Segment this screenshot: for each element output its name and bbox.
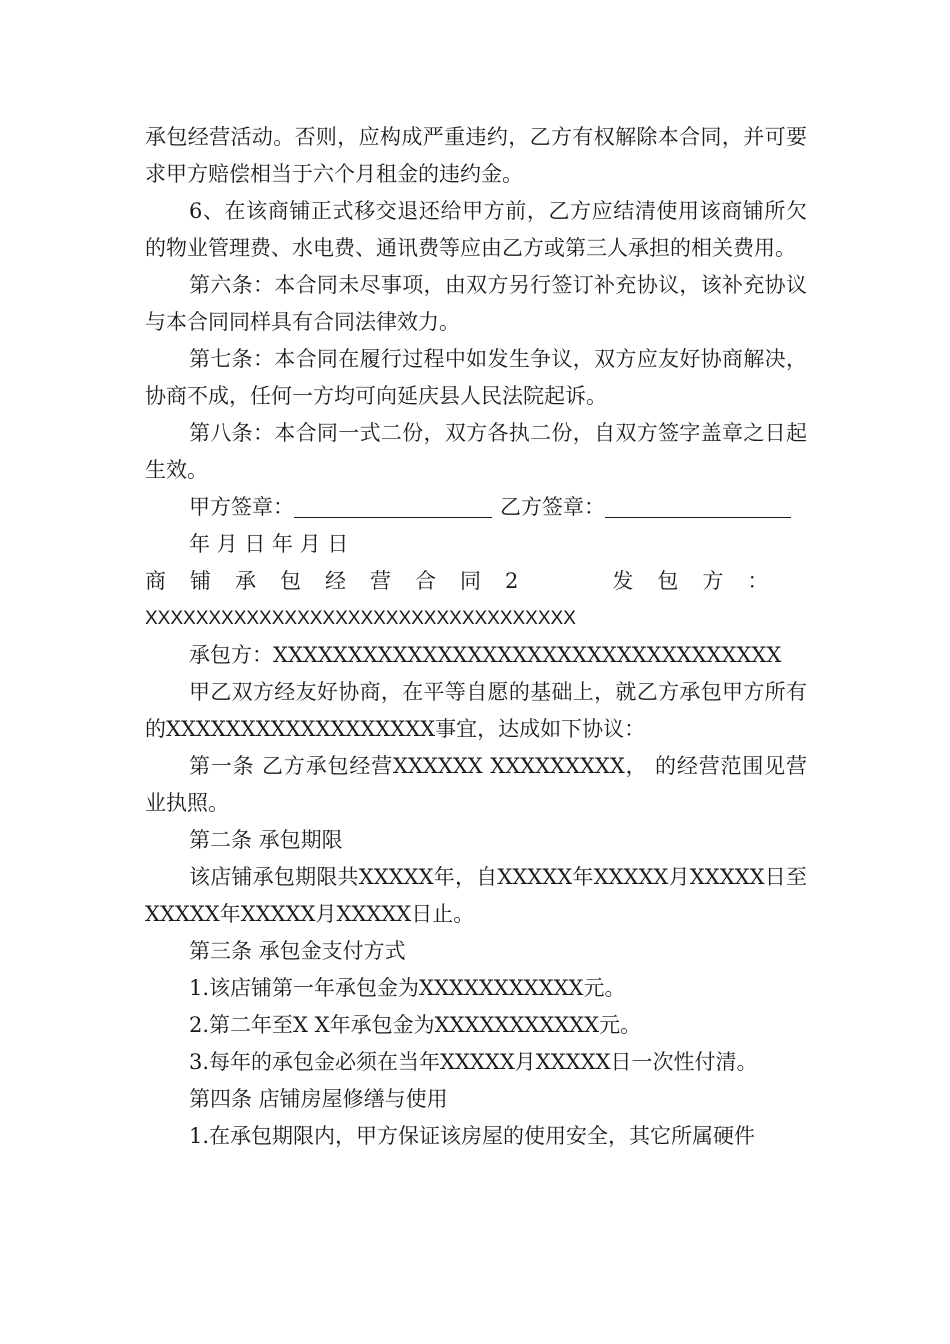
contractor-line: 承包方：XXXXXXXXXXXXXXXXXXXXXXXXXXXXXXXXXX: [189, 643, 782, 667]
paragraph-agreement-intro: 甲乙双方经友好协商，在平等自愿的基础上，就乙方承包甲方所有的XXXXXXXXXXXXXXXXXX事宜，达成如下协议：: [145, 680, 807, 741]
contract-title: 商铺承包经营合同2: [145, 569, 543, 593]
issuer-label: 发包方：: [612, 569, 793, 593]
heading-article-3: 第三条 承包金支付方式: [189, 939, 406, 963]
party-b-signature-blank: [605, 493, 791, 518]
heading-article-2: 第二条 承包期限: [189, 828, 343, 852]
paragraph-payment-1: 1.该店铺第一年承包金为XXXXXXXXXXX元。: [189, 976, 626, 1000]
paragraph-breach-clause: 承包经营活动。否则，应构成严重违约，乙方有权解除本合同，并可要求甲方赔偿相当于六个月租金的违约金。: [145, 125, 807, 186]
paragraph-clause-6-fees: 6、在该商铺正式移交退还给甲方前，乙方应结清使用该商铺所欠的物业管理费、水电费、通讯费等应由乙方或第三人承担的相关费用。: [145, 199, 807, 260]
paragraph-payment-3: 3.每年的承包金必须在当年XXXXX月XXXXX日一次性付清。: [189, 1050, 758, 1074]
party-a-signature-label: 甲方签章：: [189, 495, 294, 519]
paragraph-article-8: 第八条：本合同一式二份，双方各执二份，自双方签字盖章之日起生效。: [145, 421, 807, 482]
date-line: 年 月 日 年 月 日: [189, 532, 349, 556]
issuer-value: XXXXXXXXXXXXXXXXXXXXXXXXXXXXXXXXXX: [145, 608, 576, 629]
paragraph-repair-1: 1.在承包期限内，甲方保证该房屋的使用安全，其它所属硬件: [189, 1124, 756, 1148]
signature-line: [145, 489, 807, 526]
heading-article-4: 第四条 店铺房屋修缮与使用: [189, 1087, 448, 1111]
paragraph-article-1: 第一条 乙方承包经营XXXXXX XXXXXXXXX， 的经营范围见营业执照。: [145, 754, 807, 815]
paragraph-payment-2: 2.第二年至X X年承包金为XXXXXXXXXXX元。: [189, 1013, 642, 1037]
paragraph-contract-term: 该店铺承包期限共XXXXX年，自XXXXX年XXXXX月XXXXX日至XXXXX年XXXXX月XXXXX日止。: [145, 865, 807, 926]
contract-title-line: [145, 563, 807, 600]
paragraph-article-6: 第六条：本合同未尽事项，由双方另行签订补充协议，该补充协议与本合同同样具有合同法律效力。: [145, 273, 807, 334]
party-b-signature-label: 乙方签章：: [500, 495, 605, 519]
paragraph-article-7: 第七条：本合同在履行过程中如发生争议，双方应友好协商解决，协商不成，任何一方均可向延庆县人民法院起诉。: [145, 347, 807, 408]
document-body: [145, 119, 807, 1155]
party-a-signature-blank: [294, 493, 492, 518]
